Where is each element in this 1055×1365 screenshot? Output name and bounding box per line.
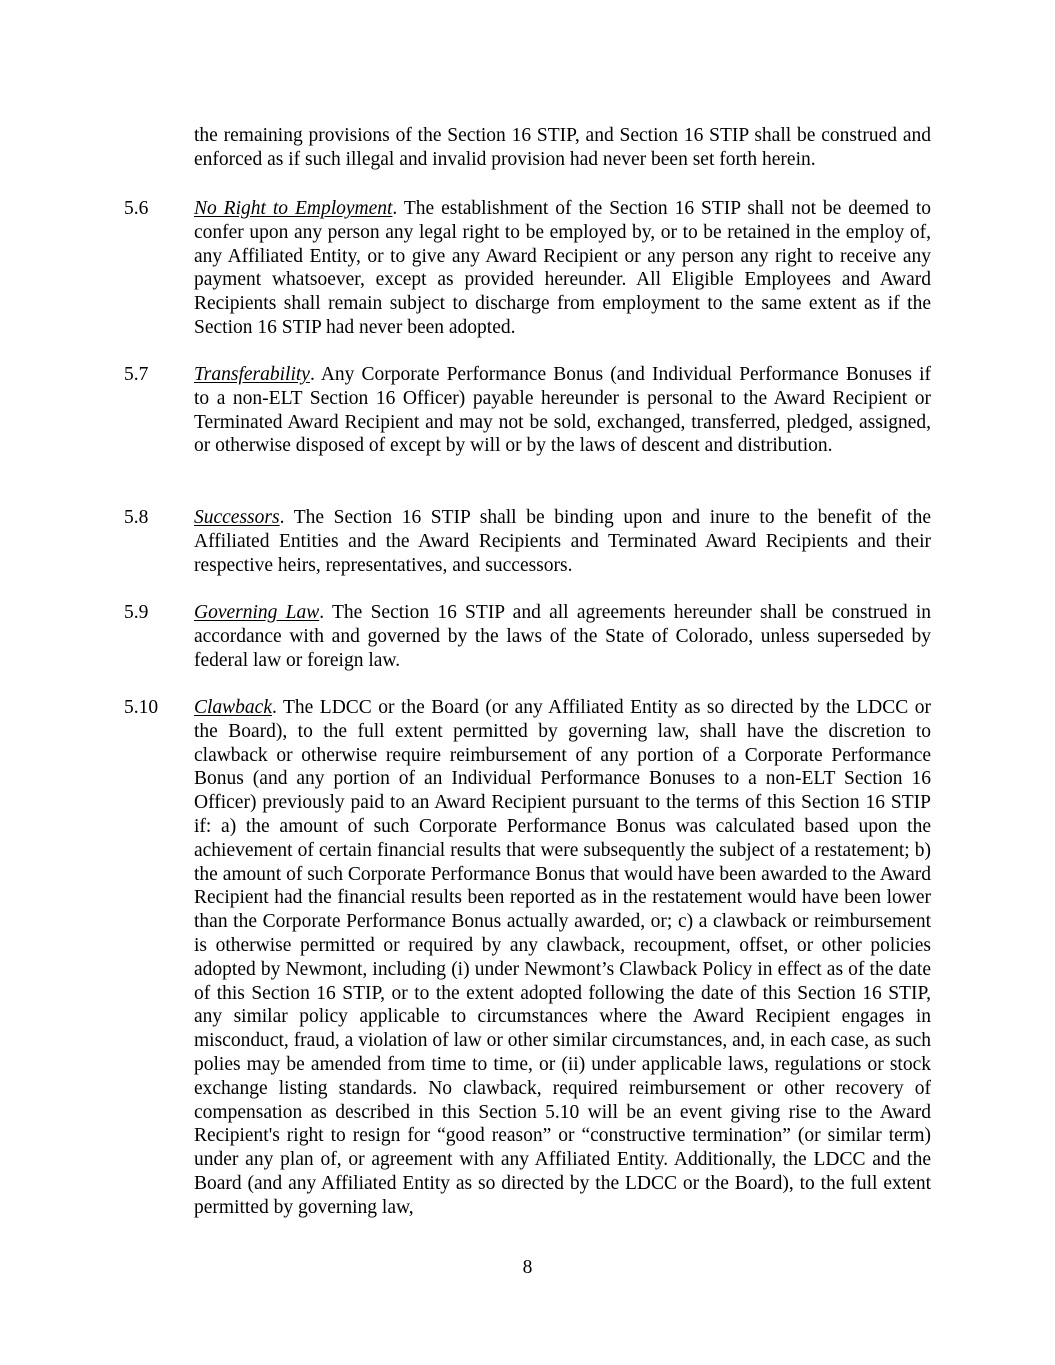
section-body	[194, 197, 931, 340]
section-heading: Clawback	[194, 697, 272, 718]
section-heading: Governing Law	[194, 602, 320, 623]
section-text: . The Section 16 STIP and all agreements hereunder shall be construed in accordance with and governed by the laws of the State of Colorado, unless superseded by federal law or foreign law.	[194, 602, 931, 671]
section-5-6	[124, 197, 931, 340]
section-body	[194, 506, 931, 577]
section-number: 5.9	[124, 602, 149, 623]
section-5-9	[124, 601, 931, 672]
section-5-7	[124, 363, 931, 458]
section-heading: Transferability	[194, 364, 310, 385]
section-number: 5.7	[124, 364, 149, 385]
continuation-paragraph: the remaining provisions of the Section 16 STIP, and Section 16 STIP shall be construed and enforced as if such illegal and invalid provision had never been set forth herein.	[194, 125, 931, 170]
section-5-8	[124, 506, 931, 577]
page-number: 8	[522, 1257, 533, 1278]
section-body	[194, 696, 931, 1220]
section-number: 5.6	[124, 198, 149, 219]
section-text: . Any Corporate Performance Bonus (and Individual Performance Bonuses if to a non-ELT Section 16 Officer) payable hereunder is personal to the Award Recipient or Terminated Award Recipient and may not be sold, exchanged, transferred, pledged, assigned, or otherwise disposed of except by will or by the laws of descent and distribution.	[194, 364, 931, 457]
section-number: 5.8	[124, 507, 149, 528]
section-5-10	[124, 696, 931, 1220]
section-number: 5.10	[124, 697, 159, 718]
section-heading: No Right to Employment	[194, 198, 393, 219]
section-text: . The establishment of the Section 16 STIP shall not be deemed to confer upon any person any legal right to be employed by, or to be retained in the employ of, any Affiliated Entity, or to give any Award Recipient or any person any right to receive any payment whatsoever, except as provided hereunder. All Eligible Employees and Award Recipients shall remain subject to discharge from employment to the same extent as if the Section 16 STIP had never been adopted.	[194, 198, 931, 338]
section-body	[194, 363, 931, 458]
section-text: . The Section 16 STIP shall be binding upon and inure to the benefit of the Affiliated Entities and the Award Recipients and Terminated Award Recipients and their respective heirs, representatives, and successors.	[194, 507, 931, 576]
section-heading: Successors	[194, 507, 280, 528]
section-text: . The LDCC or the Board (or any Affiliated Entity as so directed by the LDCC or the Board), to the full extent permitted by governing law, shall have the discretion to clawback or otherwise require reimbursement of any portion of a Corporate Performance Bonus (and any portion of an Individual Performance Bonuses to a non-ELT Section 16 Officer) previously paid to an Award Recipient pursuant to the terms of this Section 16 STIP if: a) the amount of such Corporate Performance Bonus was calculated based upon the achievement of certain financial results that were subsequently the subject of a restatement; b) the amount of such Corporate Performance Bonus that would have been awarded to the Award Recipient had the financial results been reported as in the restatement would have been lower than the Corporate Performance Bonus actually awarded, or; c) a clawback or reimbursement is otherwise permitted or required by any clawback, recoupment, offset, or other policies adopted by Newmont, including (i) under Newmont’s Clawback Policy in effect as of the date of this Section 16 STIP, or to the extent adopted following the date of this Section 16 STIP, any similar policy applicable to circumstances where the Award Recipient engages in misconduct, fraud, a violation of law or other similar circumstances, and, in each case, as such polies may be amended from time to time, or (ii) under applicable laws, regulations or stock exchange listing standards. No clawback, required reimbursement or other recovery of compensation as described in this Section 5.10 will be an event giving rise to the Award Recipient's right to resign for “good reason” or “constructive termination” (or similar term) under any plan of, or agreement with any Affiliated Entity. Additionally, the LDCC and the Board (and any Affiliated Entity as so directed by the LDCC or the Board), to the full extent permitted by governing law,	[194, 697, 931, 1218]
section-body	[194, 601, 931, 672]
